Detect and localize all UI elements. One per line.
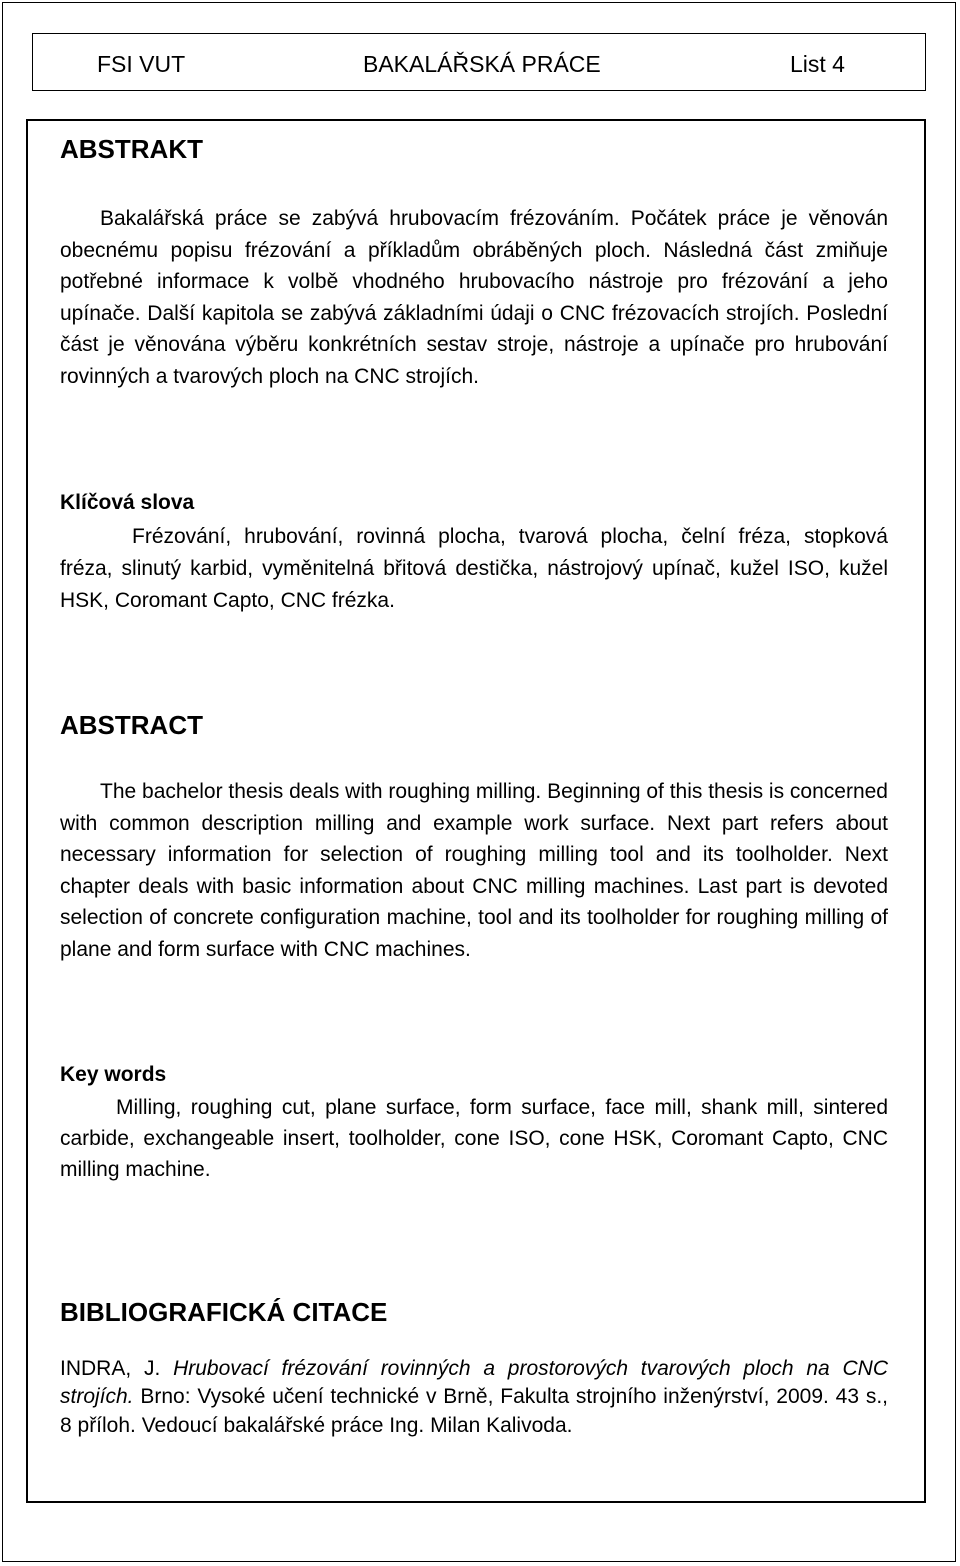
- abstract-text: The bachelor thesis deals with roughing milling. Beginning of this thesis is concerned with common description milling and example work surface. Next part refers about necessary information for selection of roughing milling tool and its toolholder. Next chapter deals with basic information about CNC milling machines. Last part is devoted selection of concrete configuration machine, tool and its toolholder for roughing milling of plane and form surface with CNC machines.: [60, 780, 888, 961]
- key-words-heading: Key words: [60, 1063, 167, 1086]
- key-words-text: Milling, roughing cut, plane surface, form surface, face mill, shank mill, sintered carbide, exchangeable insert, toolholder, cone ISO, cone HSK, Coromant Capto, CNC milling machine.: [60, 1096, 888, 1181]
- abstract-heading: ABSTRACT: [60, 710, 203, 740]
- citace-work-title: Hrubovací frézování rovinných a prostorových tvarových ploch na CNC strojích.: [60, 1357, 888, 1409]
- klicova-slova-text: Frézování, hrubování, rovinná plocha, tvarová plocha, čelní fréza, stopková fréza, slinutý karbid, vyměnitelná břitová destička, nástrojový upínač, kužel ISO, kužel HSK, Coromant Capto, CNC frézka.: [60, 525, 888, 612]
- citace-author: INDRA, J.: [60, 1357, 161, 1380]
- header-faculty: FSI VUT: [97, 51, 186, 77]
- klicova-slova-heading: Klíčová slova: [60, 491, 195, 514]
- content-frame: [26, 119, 926, 1503]
- abstrakt-heading: ABSTRAKT: [60, 134, 203, 164]
- citace-heading: BIBLIOGRAFICKÁ CITACE: [60, 1297, 388, 1327]
- abstrakt-text: Bakalářská práce se zabývá hrubovacím frézováním. Počátek práce je věnován obecnému popisu frézování a příkladům obráběných ploch. Následná část zmiňuje potřebné informace k volbě vhodného hrubovacího nástroje pro frézování a jeho upínače. Další kapitola se zabývá základními údaji o CNC frézovacích strojích. Poslední část je věnována výběru konkrétních sestav stroje, nástroje a upínače pro hrubování rovinných a tvarových ploch na CNC strojích.: [60, 207, 888, 388]
- header-document-type: BAKALÁŘSKÁ PRÁCE: [363, 51, 601, 77]
- header-page-number: List 4: [790, 51, 845, 77]
- citace-publication: Brno: Vysoké učení technické v Brně, Fakulta strojního inženýrství, 2009. 43 s., 8 příloh. Vedoucí bakalářské práce Ing. Milan Kalivoda.: [60, 1385, 888, 1437]
- citace-text: [60, 1355, 888, 1440]
- page-header: [32, 33, 926, 91]
